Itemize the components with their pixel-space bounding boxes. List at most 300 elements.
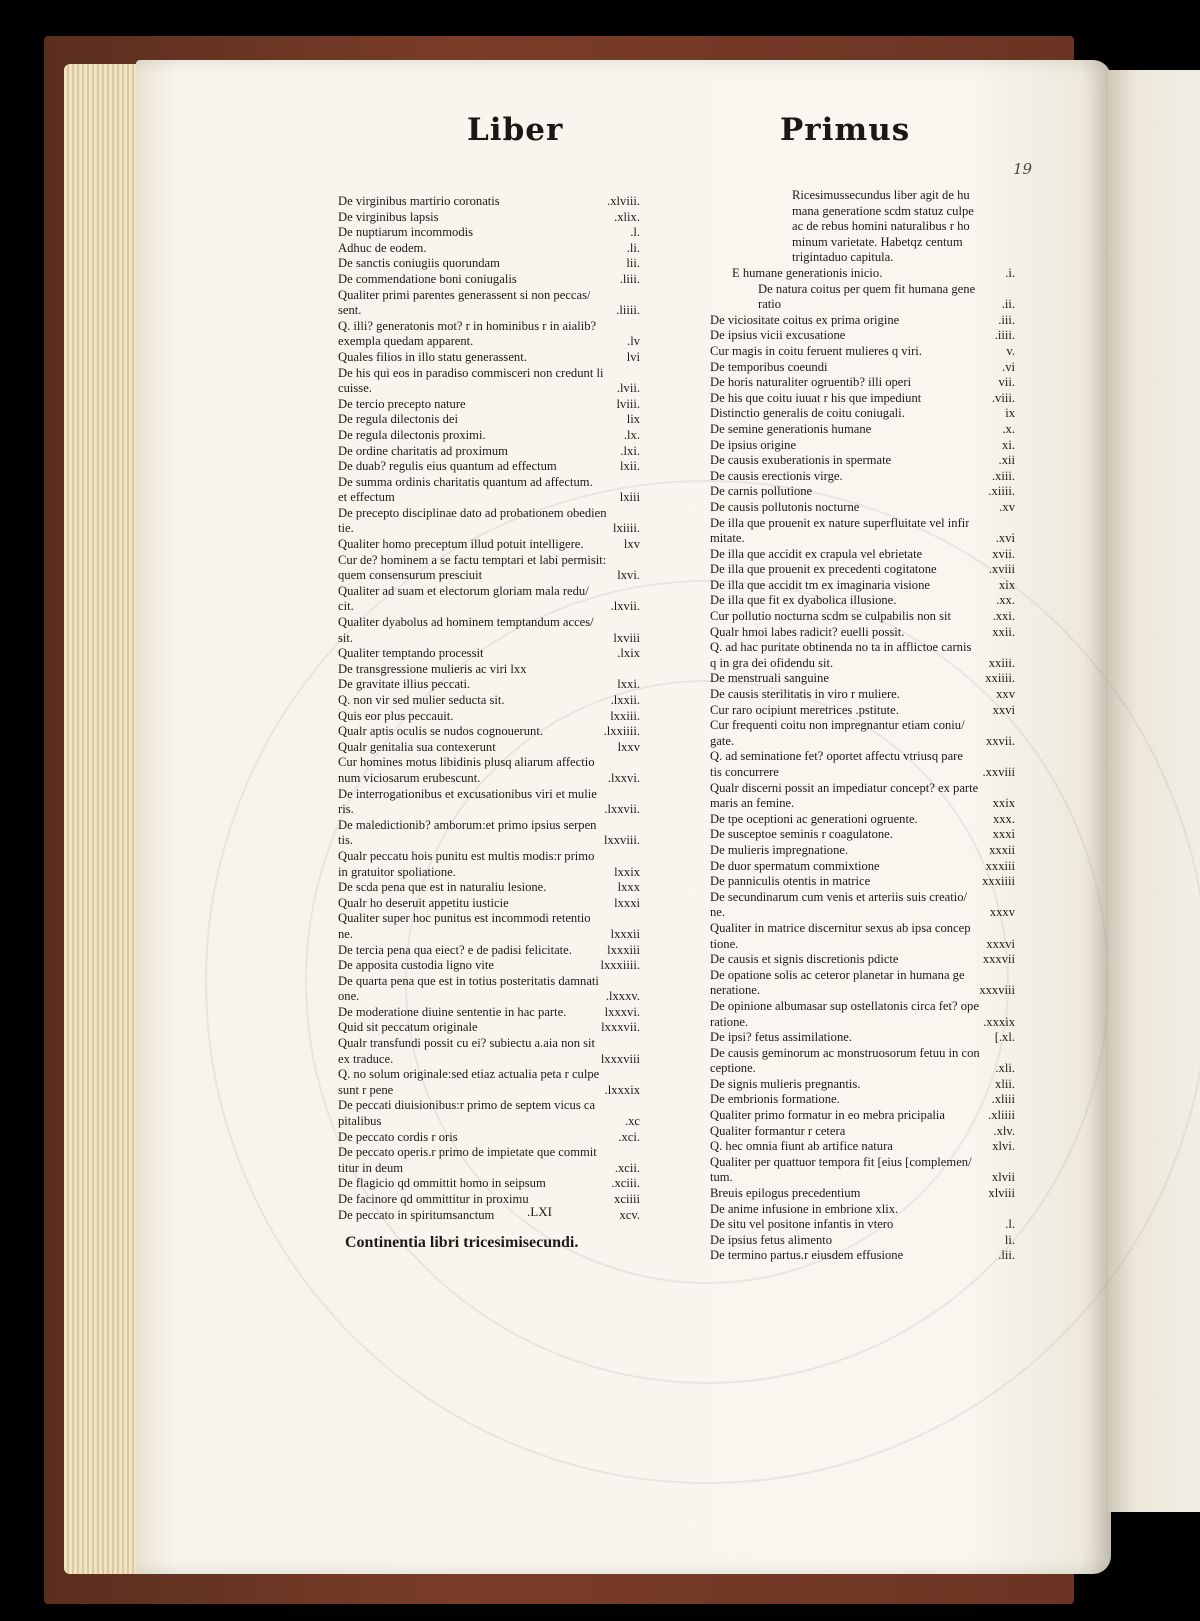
toc-entry-text: De commendatione boni coniugalis <box>338 271 517 286</box>
toc-entry-text: Q. illi? generatonis mot? r in hominibus r in aialib? <box>338 318 597 333</box>
toc-chapter-number: xxxi <box>992 827 1015 842</box>
toc-chapter-number: .lxvii. <box>610 599 640 614</box>
toc-entry-text: De menstruali sanguine <box>710 671 829 686</box>
toc-entry <box>710 1108 1015 1124</box>
toc-chapter-number: lxiiii. <box>613 521 640 536</box>
toc-entry-text: De panniculis otentis in matrice <box>710 874 871 889</box>
toc-entry <box>710 469 1015 485</box>
toc-entry <box>338 1098 640 1114</box>
toc-entry-text: num viciosarum erubescunt. <box>338 770 481 785</box>
toc-entry-text: Qualiter in matrice discernitur sexus ab ipsa concep <box>710 920 971 935</box>
toc-entry <box>710 547 1015 563</box>
toc-chapter-number: [.xl. <box>994 1030 1015 1045</box>
toc-entry <box>710 1139 1015 1155</box>
toc-entry-text: one. <box>338 989 360 1004</box>
toc-entry-text: Qualiter temptando processit <box>338 646 484 661</box>
toc-entry-text: gate. <box>710 733 735 748</box>
toc-entry <box>338 397 640 413</box>
intro-line: trigintaduo capitula. <box>792 250 894 265</box>
toc-entry-text: De peccati diuisionibus:r primo de septem vicus ca <box>338 1098 596 1113</box>
toc-entry <box>338 319 640 335</box>
toc-chapter-number: .xli. <box>995 1061 1015 1076</box>
toc-chapter-number: xlii. <box>995 1076 1015 1091</box>
folio-number: 19 <box>1013 160 1033 178</box>
toc-entry-text: neratione. <box>710 983 760 998</box>
toc-entry-text: Cur frequenti coitu non impregnantur etiam coniu/ <box>710 718 965 733</box>
toc-entry <box>710 360 1015 376</box>
left-column <box>338 194 640 1223</box>
toc-entry <box>338 771 640 787</box>
toc-chapter-number: lxxx <box>617 880 640 895</box>
toc-entry-text: Qualiter homo preceptum illud potuit intelligere. <box>338 537 584 552</box>
toc-chapter-number: xxvi <box>992 702 1015 717</box>
toc-entry <box>338 568 640 584</box>
toc-chapter-number: xxv <box>996 687 1015 702</box>
toc-entry <box>710 484 1015 500</box>
toc-entry-text: tie. <box>338 521 354 536</box>
toc-chapter-number: lxvi. <box>617 568 640 583</box>
toc-entry-text: De quarta pena que est in totius posteritatis damnati <box>338 973 599 988</box>
toc-entry <box>710 905 1015 921</box>
toc-chapter-number: xcv. <box>619 1207 640 1222</box>
toc-entry-text: De secundinarum cum venis et arteriis suis creatio/ <box>710 889 968 904</box>
toc-entry-text: De sanctis coniugiis quorundam <box>338 256 500 271</box>
toc-entry-text: Cur de? hominem a se factu temptari et labi permisit: <box>338 552 607 567</box>
toc-chapter-number: .l. <box>630 225 640 240</box>
toc-entry <box>338 865 640 881</box>
toc-chapter-number: .xii <box>998 453 1015 468</box>
toc-entry-text: quem consensurum presciuit <box>338 568 483 583</box>
toc-entry-text: De scda pena que est in naturaliu lesione. <box>338 880 547 895</box>
toc-entry <box>710 656 1015 672</box>
running-head-right: Primus <box>780 112 911 148</box>
toc-entry <box>710 640 1015 656</box>
toc-chapter-number: .lii. <box>998 1248 1015 1263</box>
toc-chapter-number: lviii. <box>616 396 640 411</box>
toc-entry <box>710 781 1015 797</box>
toc-entry <box>338 459 640 475</box>
toc-chapter-number: lxxiii. <box>610 708 640 723</box>
toc-chapter-number: lvi <box>626 349 640 364</box>
toc-entry-text: Qualiter per quattuor tempora fit [eius [complemen/ <box>710 1154 972 1169</box>
toc-chapter-number: xxiii. <box>988 655 1015 670</box>
toc-entry-text: De tercia pena qua eiect? e de padisi felicitate. <box>338 942 572 957</box>
toc-entry-text: De illa que prouenit ex nature superfluitate vel infir <box>710 515 970 530</box>
toc-entry-text: De ipsi? fetus assimilatione. <box>710 1030 852 1045</box>
toc-chapter-number: .viii. <box>991 390 1015 405</box>
toc-entry <box>338 584 640 600</box>
toc-entry <box>338 428 640 444</box>
toc-entry <box>710 671 1015 687</box>
toc-entry <box>338 241 640 257</box>
toc-entry <box>710 297 1015 313</box>
toc-entry <box>338 1145 640 1161</box>
toc-entry <box>338 1020 640 1036</box>
toc-entry <box>710 1015 1015 1031</box>
toc-entry-text: De ipsius vicii excusatione <box>710 328 846 343</box>
toc-entry <box>710 937 1015 953</box>
toc-chapter-number: lii. <box>626 256 640 271</box>
toc-chapter-number: .xviii <box>988 562 1015 577</box>
toc-entry <box>338 381 640 397</box>
toc-chapter-number: .xlviii. <box>607 194 640 208</box>
toc-entry <box>710 1030 1015 1046</box>
toc-chapter-number: .xx. <box>996 593 1015 608</box>
toc-entry-text: Q. ad seminatione fet? oportet affectu vtriusq pare <box>710 749 963 764</box>
toc-chapter-number: xxxvii <box>982 952 1015 967</box>
toc-entry-text: De peccato in spiritumsanctum <box>338 1207 495 1222</box>
toc-entry <box>338 225 640 241</box>
toc-chapter-number: ix <box>1005 406 1015 421</box>
toc-entry <box>338 818 640 834</box>
toc-chapter-number: xvii. <box>992 546 1015 561</box>
toc-entry-text: De termino partus.r eiusdem effusione <box>710 1248 904 1263</box>
toc-entry <box>710 578 1015 594</box>
toc-entry-text: De apposita custodia ligno vite <box>338 958 494 973</box>
toc-chapter-number: lxxxiii <box>607 942 640 957</box>
toc-entry-text: Qualr peccatu hois punitu est multis modis:r primo <box>338 848 595 863</box>
toc-chapter-number: xxix <box>992 796 1015 811</box>
toc-entry-text: De nuptiarum incommodis <box>338 225 474 240</box>
toc-chapter-number: xxxv <box>989 905 1015 920</box>
toc-entry-text: cit. <box>338 599 354 614</box>
toc-entry-text: De viciositate coitus ex prima origine <box>710 312 900 327</box>
toc-entry <box>710 968 1015 984</box>
toc-entry <box>338 802 640 818</box>
toc-chapter-number: .xliii <box>991 1092 1015 1107</box>
book-introduction <box>792 188 1006 266</box>
toc-chapter-number: lxxi. <box>617 677 640 692</box>
toc-entry-text: De causis pollutonis nocturne <box>710 499 860 514</box>
toc-chapter-number: .xvi <box>995 531 1015 546</box>
toc-chapter-number: xxxvi <box>986 936 1015 951</box>
toc-entry-text: De peccato operis.r primo de impietate que commit <box>338 1145 597 1160</box>
toc-entry-text: De illa que accidit tm ex imaginaria visione <box>710 577 930 592</box>
toc-entry <box>338 444 640 460</box>
toc-entry-text: De signis mulieris pregnantis. <box>710 1076 861 1091</box>
toc-entry-text: Qualiter primo formatur in eo mebra pricipalia <box>710 1108 945 1123</box>
toc-entry-text: De illa que accidit ex crapula vel ebrietate <box>710 546 923 561</box>
toc-entry-text: De illa que fit ex dyabolica illusione. <box>710 593 897 608</box>
toc-chapter-number: .xxxix <box>983 1014 1015 1029</box>
toc-entry <box>338 1161 640 1177</box>
next-book-caption: Continentia libri tricesimisecundi. <box>345 1234 579 1251</box>
toc-chapter-number: lxxxviii <box>600 1051 640 1066</box>
toc-entry <box>710 406 1015 422</box>
toc-entry <box>338 709 640 725</box>
toc-entry-text: mitate. <box>710 531 745 546</box>
toc-chapter-number: lxii. <box>620 459 640 474</box>
toc-entry <box>710 890 1015 906</box>
toc-entry <box>338 911 640 927</box>
toc-chapter-number: .xxi. <box>992 609 1015 624</box>
toc-chapter-number: xlvi. <box>992 1139 1015 1154</box>
toc-entry-text: De ordine charitatis ad proximum <box>338 443 508 458</box>
toc-chapter-number: li. <box>1004 1232 1015 1247</box>
toc-entry-text: in gratuitor spoliatione. <box>338 864 456 879</box>
toc-entry <box>710 625 1015 641</box>
toc-chapter-number: lxxv <box>617 739 640 754</box>
toc-chapter-number: .i. <box>1005 266 1015 280</box>
toc-chapter-number: xxxiiii <box>982 874 1015 889</box>
toc-chapter-number: .lxxxix <box>604 1082 640 1097</box>
toc-entry-text: Qualr hmoi labes radicit? euelli possit. <box>710 624 905 639</box>
toc-entry-text: De gravitate illius peccati. <box>338 677 471 692</box>
toc-entry <box>710 843 1015 859</box>
toc-entry-text: ceptione. <box>710 1061 756 1076</box>
toc-entry <box>710 1155 1015 1171</box>
toc-entry <box>338 646 640 662</box>
section-numeral: .LXI <box>527 1204 552 1219</box>
toc-entry-text: De causis erectionis virge. <box>710 468 843 483</box>
toc-entry-text: De causis geminorum ac monstruosorum fetuu in con <box>710 1045 980 1060</box>
toc-entry-text: De semine generationis humane <box>710 421 872 436</box>
toc-entry-text: Cur pollutio nocturna scdm se culpabilis non sit <box>710 609 952 624</box>
toc-entry <box>710 952 1015 968</box>
toc-entry <box>338 849 640 865</box>
toc-entry <box>338 880 640 896</box>
toc-entry-text: De embrionis formatione. <box>710 1092 840 1107</box>
toc-chapter-number: .liii. <box>619 271 640 286</box>
toc-entry-text: De ipsius origine <box>710 437 797 452</box>
toc-entry <box>338 553 640 569</box>
toc-chapter-number: .lx. <box>623 427 640 442</box>
toc-entry <box>710 375 1015 391</box>
toc-entry <box>710 1233 1015 1249</box>
toc-chapter-number: xlviii <box>988 1186 1015 1201</box>
toc-entry <box>338 334 640 350</box>
facing-page-edge <box>1108 70 1200 1512</box>
toc-entry <box>338 958 640 974</box>
toc-chapter-number: .xiiii. <box>988 484 1015 499</box>
toc-entry <box>710 999 1015 1015</box>
toc-chapter-number: xxx. <box>992 811 1015 826</box>
toc-chapter-number: .vi <box>1002 359 1015 374</box>
toc-chapter-number: .xlix. <box>614 209 640 224</box>
toc-entry-text: q in gra dei ofidendu sit. <box>710 655 834 670</box>
toc-entry-text: ne. <box>710 905 726 920</box>
toc-chapter-number: .xiii. <box>991 468 1015 483</box>
toc-entry <box>338 1176 640 1192</box>
toc-entry-text: Qualr aptis oculis se nudos cognouerunt. <box>338 724 543 739</box>
toc-entry-text: De mulieris impregnatione. <box>710 842 849 857</box>
toc-chapter-number: xciiii <box>614 1192 640 1206</box>
toc-chapter-number: xxiiii. <box>985 671 1015 686</box>
toc-entry <box>710 453 1015 469</box>
toc-entry <box>338 631 640 647</box>
toc-entry <box>710 1202 1015 1218</box>
toc-entry-text: De regula dilectonis proximi. <box>338 427 486 442</box>
toc-entry <box>710 921 1015 937</box>
toc-entry-text: Qualiter primi parentes generassent si non peccas/ <box>338 287 591 302</box>
toc-entry-text: Qualiter ad suam et electorum gloriam mala redu/ <box>338 583 589 598</box>
toc-entry-text: Cur magis in coitu feruent mulieres q viri. <box>710 343 922 358</box>
toc-chapter-number: lxxix <box>614 864 640 879</box>
toc-entry-text: Qualiter formantur r cetera <box>710 1123 846 1138</box>
toc-entry <box>338 755 640 771</box>
toc-entry <box>710 983 1015 999</box>
toc-entry <box>710 516 1015 532</box>
toc-chapter-number: .iii. <box>998 312 1015 327</box>
toc-chapter-number: .xv <box>999 499 1015 514</box>
toc-entry-text: Cur homines motus libidinis plusq aliarum affectio <box>338 755 595 770</box>
running-head-left: Liber <box>467 112 564 148</box>
toc-entry-text: De ipsius fetus alimento <box>710 1232 833 1247</box>
intro-line: minum varietate. Habetqz centum <box>792 234 963 249</box>
toc-entry <box>338 412 640 428</box>
toc-chapter-number: lxiii <box>619 490 640 505</box>
toc-chapter-number: .ii. <box>1001 297 1015 312</box>
toc-entry-text: De precepto disciplinae dato ad probationem obedien <box>338 505 607 520</box>
intro-line: Ricesimussecundus liber agit de hu <box>792 188 970 202</box>
toc-chapter-number: .l. <box>1005 1217 1015 1232</box>
toc-entry-text: De facinore qd ommittitur in proximu <box>338 1192 529 1206</box>
toc-entry <box>338 724 640 740</box>
toc-entry-text: De temporibus coeundi <box>710 359 828 374</box>
toc-entry-text: De regula dilectonis dei <box>338 412 458 427</box>
toc-entry-text: De peccato cordis r oris <box>338 1129 458 1144</box>
toc-entry-text: De duab? regulis eius quantum ad effectum <box>338 459 557 474</box>
toc-entry <box>710 1124 1015 1140</box>
toc-entry-text: ne. <box>338 926 354 941</box>
toc-entry <box>710 734 1015 750</box>
toc-entry <box>338 256 640 272</box>
toc-entry-text: Qualiter super hoc punitus est incommodi retentio <box>338 911 591 926</box>
toc-entry <box>710 313 1015 329</box>
toc-entry <box>710 344 1015 360</box>
toc-entry <box>338 1208 640 1224</box>
toc-entry <box>710 266 1015 282</box>
toc-entry <box>710 703 1015 719</box>
toc-entry-text: sit. <box>338 630 354 645</box>
toc-entry <box>710 796 1015 812</box>
toc-entry-text: Distinctio generalis de coitu coniugali. <box>710 406 905 421</box>
toc-entry-text: De virginibus lapsis <box>338 209 439 224</box>
toc-chapter-number: .lxxvii. <box>604 802 640 817</box>
toc-entry-text: titur in deum <box>338 1160 404 1175</box>
toc-chapter-number: .xc <box>624 1114 640 1129</box>
toc-entry-text: De maledictionib? amborum:et primo ipsius serpen <box>338 817 597 832</box>
toc-entry-text: ratione. <box>710 1014 749 1029</box>
toc-entry <box>710 718 1015 734</box>
toc-entry-text: sent. <box>338 303 362 318</box>
toc-entry-text: tum. <box>710 1170 733 1185</box>
toc-chapter-number: .iiii. <box>994 328 1015 343</box>
toc-chapter-number: lxv <box>623 537 640 552</box>
toc-entry <box>710 687 1015 703</box>
toc-entry-text: Quid sit peccatum originale <box>338 1020 478 1035</box>
toc-entry <box>338 1192 640 1208</box>
toc-entry <box>338 1130 640 1146</box>
toc-entry <box>710 391 1015 407</box>
toc-entry <box>710 1186 1015 1202</box>
toc-entry-text: Cur raro ocipiunt meretrices .pstitute. <box>710 702 899 717</box>
toc-entry-text: De interrogationibus et excusationibus viri et mulie <box>338 786 597 801</box>
toc-entry <box>710 1061 1015 1077</box>
toc-entry-text: De moderatione diuine sententie in hac parte. <box>338 1004 567 1019</box>
toc-entry-text: De summa ordinis charitatis quantum ad affectum. <box>338 474 593 489</box>
toc-entry-text: exempla quedam apparent. <box>338 334 474 349</box>
toc-entry <box>338 677 640 693</box>
toc-entry-text: De opatione solis ac ceteror planetar in humana ge <box>710 967 965 982</box>
toc-entry-text: cuisse. <box>338 381 372 396</box>
toc-entry <box>338 506 640 522</box>
toc-entry-text: De tpe oceptioni ac generationi ogruente. <box>710 811 918 826</box>
toc-chapter-number: .lvii. <box>616 381 640 396</box>
toc-entry-text: De his qui eos in paradiso commisceri non credunt li <box>338 365 604 380</box>
toc-entry-text: tis. <box>338 833 354 848</box>
toc-entry <box>338 490 640 506</box>
toc-entry <box>338 272 640 288</box>
toc-chapter-number: .xlv. <box>993 1123 1015 1138</box>
toc-entry-text: De illa que prouenit ex precedenti cogitatone <box>710 562 937 577</box>
toc-entry <box>338 599 640 615</box>
intro-line: ac de rebus homini naturalibus r ho <box>792 219 970 234</box>
toc-entry <box>710 562 1015 578</box>
toc-entry-text: De tercio precepto nature <box>338 396 466 411</box>
toc-entry-text: tis concurrere <box>710 765 779 779</box>
toc-chapter-number: xxxii <box>989 842 1015 857</box>
toc-entry <box>338 521 640 537</box>
toc-chapter-number: xxxiii <box>985 858 1015 873</box>
toc-entry <box>710 859 1015 875</box>
toc-chapter-number: .lxxvi. <box>607 770 640 785</box>
toc-chapter-number: .lxxii. <box>610 693 640 707</box>
toc-entry-text: Qualr discerni possit an impediatur concept? ex parte <box>710 780 979 795</box>
toc-entry-text: Qualiter dyabolus ad hominem temptandum acces/ <box>338 615 594 630</box>
toc-chapter-number: .xciii. <box>611 1176 640 1191</box>
toc-chapter-number: lxxxiiii. <box>600 958 640 973</box>
toc-chapter-number: lxxxvi. <box>604 1004 640 1019</box>
toc-entry-text: Breuis epilogus precedentium <box>710 1186 861 1201</box>
toc-chapter-number: .x. <box>1002 421 1015 436</box>
toc-chapter-number: .liiii. <box>616 303 640 318</box>
toc-entry <box>338 974 640 990</box>
toc-entry <box>338 537 640 553</box>
toc-chapter-number: .lxi. <box>620 443 640 458</box>
toc-entry-text: Quales filios in illo statu generassent. <box>338 349 527 364</box>
toc-entry-text: De causis sterilitatis in viro r muliere. <box>710 687 900 702</box>
toc-chapter-number: lix <box>626 412 640 427</box>
toc-chapter-number: v. <box>1006 343 1015 358</box>
toc-entry-text: et effectum <box>338 490 395 505</box>
toc-entry-text: De duor spermatum commixtione <box>710 858 880 873</box>
toc-entry-text: De his que coitu iuuat r his que impediunt <box>710 390 922 405</box>
toc-entry-text: ris. <box>338 802 354 817</box>
toc-entry <box>710 609 1015 625</box>
toc-chapter-number: .xliiii <box>988 1108 1015 1123</box>
toc-entry-text: De transgressione mulieris ac viri lxx <box>338 661 527 676</box>
toc-entry <box>338 1036 640 1052</box>
toc-entry <box>710 765 1015 781</box>
toc-chapter-number: lxxviii. <box>603 833 640 848</box>
toc-entry <box>338 1114 640 1130</box>
toc-entry <box>710 812 1015 828</box>
toc-entry <box>338 366 640 382</box>
toc-entry <box>710 749 1015 765</box>
toc-entry <box>338 662 640 678</box>
toc-entry <box>338 896 640 912</box>
toc-chapter-number: .li. <box>626 240 640 255</box>
toc-entry <box>338 833 640 849</box>
toc-entry-text: Adhuc de eodem. <box>338 240 427 255</box>
toc-entry <box>710 422 1015 438</box>
toc-chapter-number: .lxxxv. <box>605 989 640 1004</box>
toc-entry <box>338 927 640 943</box>
toc-entry-text: De virginibus martirio coronatis <box>338 194 500 208</box>
toc-chapter-number: lxxxvii. <box>601 1020 640 1035</box>
toc-chapter-number: lxviii <box>613 630 640 645</box>
